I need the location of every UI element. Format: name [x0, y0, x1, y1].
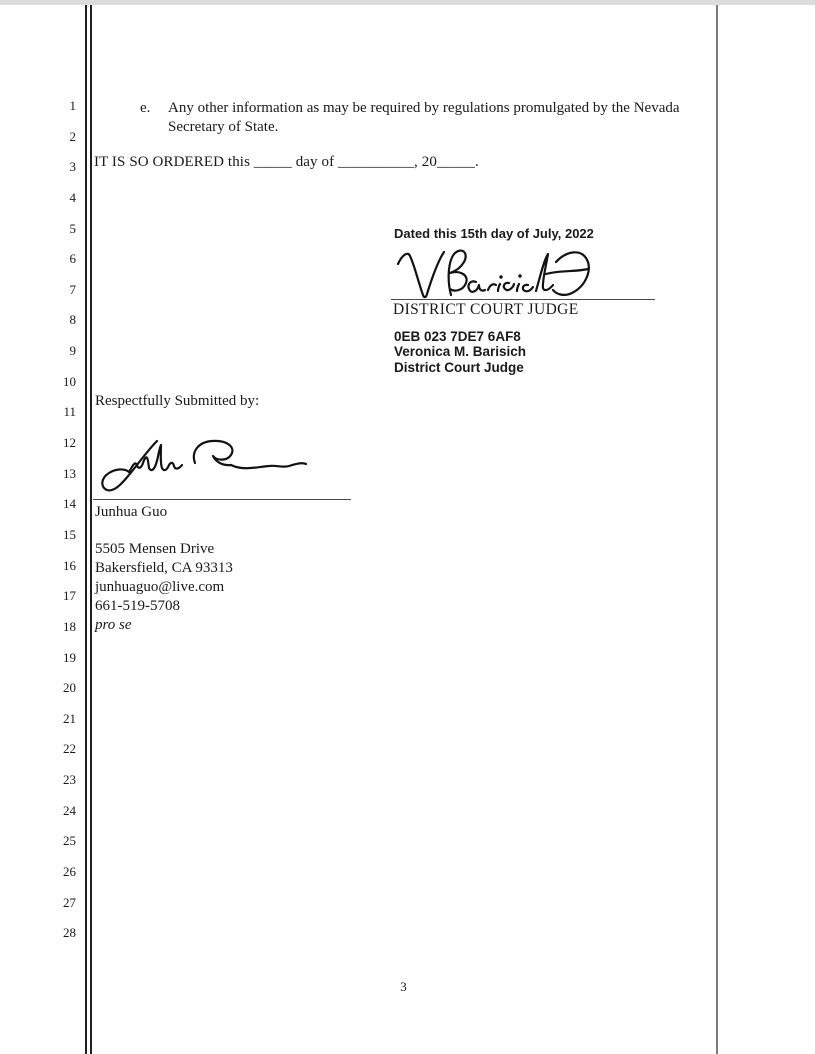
- applicant-signature-icon: [97, 435, 312, 498]
- line-number: 22: [63, 741, 76, 757]
- line-number: 1: [69, 98, 76, 113]
- address-line2: Bakersfield, CA 93313: [95, 560, 233, 576]
- submitter-name: Junhua Guo: [95, 504, 168, 520]
- pro-se-label: pro se: [95, 617, 132, 633]
- line-number: 27: [63, 894, 76, 910]
- line-number: 13: [63, 465, 76, 481]
- line-number: 5: [69, 220, 76, 236]
- line-number: 24: [63, 802, 76, 818]
- line-number: 23: [63, 772, 76, 788]
- line-number: 20: [63, 680, 76, 696]
- dated-line: Dated this 15th day of July, 2022: [394, 226, 594, 241]
- line-number: 4: [69, 189, 76, 205]
- stamp-judge-name: Veronica M. Barisich: [394, 344, 527, 360]
- stamp-judge-title: District Court Judge: [394, 359, 524, 375]
- judge-signature-line: [391, 299, 655, 300]
- line-number: 15: [63, 526, 76, 542]
- line-number: 25: [63, 833, 76, 849]
- judge-title: DISTRICT COURT JUDGE: [393, 301, 579, 318]
- judge-signature: [394, 248, 594, 302]
- line-number: 7: [69, 281, 76, 297]
- line-number: 6: [69, 251, 76, 267]
- judge-signature-icon: [394, 248, 594, 302]
- submitted-heading: Respectfully Submitted by:: [95, 393, 260, 409]
- applicant-signature-line: [93, 499, 351, 500]
- list-item-e-text: Any other information as may be required by regulations promulgated by the Nevada Secretary of State.: [168, 100, 680, 135]
- address-line1: 5505 Mensen Drive: [95, 541, 215, 557]
- line-number: 12: [63, 435, 76, 451]
- line-number: 18: [63, 618, 76, 634]
- line-number: 21: [63, 710, 76, 726]
- line-number: 28: [63, 925, 76, 941]
- applicant-signature: [97, 435, 312, 498]
- pleading-right-rule: [716, 5, 718, 1054]
- list-item-e-label: e.: [140, 100, 151, 116]
- ordered-clause: IT IS SO ORDERED this _____ day of __________, 20_____.: [94, 154, 479, 170]
- judge-stamp-block: [394, 329, 526, 375]
- line-number: 2: [69, 128, 76, 144]
- top-border-strip: [0, 0, 815, 5]
- contact-block: [95, 540, 233, 635]
- line-number: 19: [63, 649, 76, 665]
- line-number: 16: [63, 557, 76, 573]
- email-text: junhuaguo@live.com: [95, 579, 225, 595]
- line-number: 14: [63, 496, 76, 512]
- pleading-line-numbers: [0, 98, 76, 956]
- line-number: 17: [63, 588, 76, 604]
- page-number: 3: [400, 979, 407, 994]
- line-number: 8: [69, 312, 76, 328]
- line-number: 9: [69, 343, 76, 359]
- line-number: 26: [63, 864, 76, 880]
- pleading-left-rule-inner: [90, 5, 92, 1054]
- list-item-e: [140, 99, 718, 137]
- line-number: 11: [63, 404, 76, 420]
- pleading-left-rule-outer: [85, 5, 87, 1054]
- stamp-id: 0EB 023 7DE7 6AF8: [394, 329, 521, 344]
- line-number: 3: [69, 159, 76, 175]
- line-number: 10: [63, 373, 76, 389]
- phone-text: 661-519-5708: [95, 598, 180, 614]
